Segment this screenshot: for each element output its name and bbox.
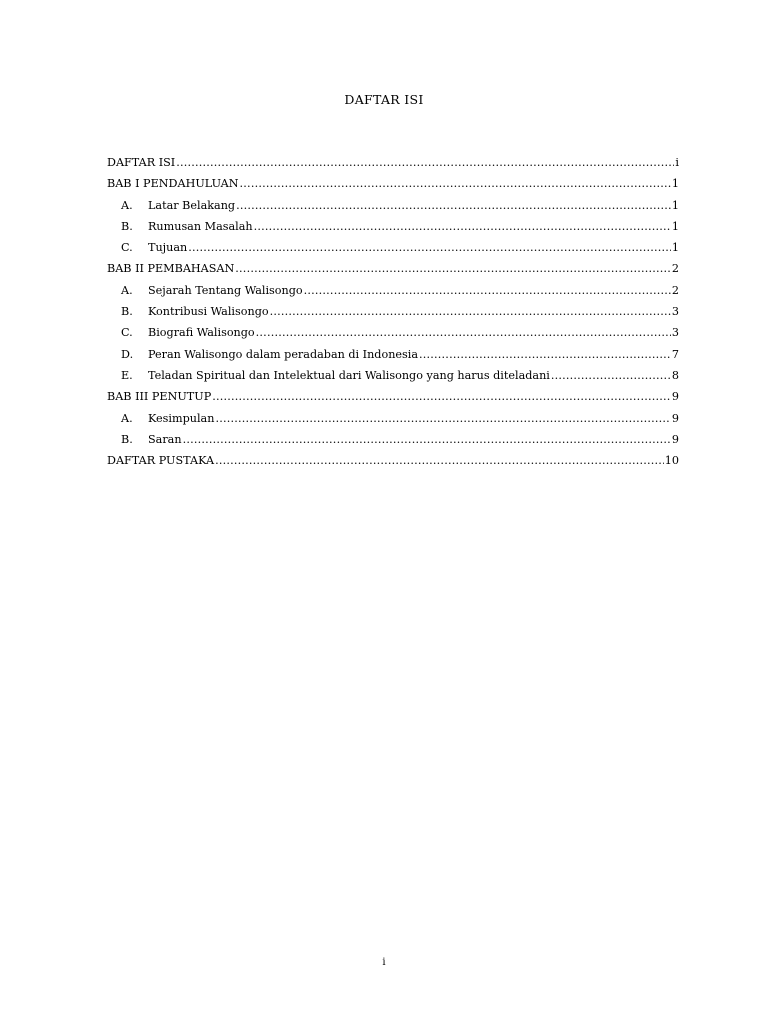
toc-entry-page: 7 <box>671 347 679 361</box>
toc-entry-letter: A. <box>121 411 133 425</box>
toc-entry-page: 3 <box>671 305 679 319</box>
toc-subentry[interactable] <box>107 433 679 454</box>
toc-entry[interactable] <box>107 177 679 198</box>
toc-dot-leader <box>551 369 671 382</box>
toc-entry-page: 9 <box>671 432 679 446</box>
toc-entry-page: 3 <box>671 326 679 340</box>
toc-entry[interactable] <box>107 262 679 283</box>
toc-dot-leader <box>240 177 671 190</box>
toc-entry-label: Tujuan <box>148 241 188 255</box>
toc-subentry[interactable] <box>107 284 679 305</box>
table-of-contents <box>107 156 679 475</box>
toc-entry-label: BAB II PEMBAHASAN <box>107 262 235 276</box>
toc-entry-page: 2 <box>671 283 679 297</box>
toc-subentry[interactable] <box>107 369 679 390</box>
toc-entry[interactable] <box>107 156 679 177</box>
toc-subentry[interactable] <box>107 326 679 347</box>
toc-entry-page: 9 <box>671 390 679 404</box>
toc-entry-label: Rumusan Masalah <box>148 219 253 233</box>
toc-entry-page: 1 <box>671 198 679 212</box>
toc-entry[interactable] <box>107 390 679 411</box>
toc-entry-letter: D. <box>121 347 134 361</box>
toc-subentry[interactable] <box>107 199 679 220</box>
toc-subentry[interactable] <box>107 348 679 369</box>
toc-entry-letter: E. <box>121 368 133 382</box>
toc-entry-label: Peran Walisongo dalam peradaban di Indonesia <box>148 347 419 361</box>
toc-entry-label: BAB I PENDAHULUAN <box>107 177 239 191</box>
toc-entry-page: 9 <box>671 411 679 425</box>
toc-entry-page: 8 <box>671 368 679 382</box>
toc-entry-label: Latar Belakang <box>148 198 236 212</box>
toc-entry-letter: B. <box>121 305 133 319</box>
toc-dot-leader <box>254 220 671 233</box>
toc-entry-page: 10 <box>664 454 679 468</box>
toc-dot-leader <box>188 241 671 254</box>
toc-entry-letter: B. <box>121 432 133 446</box>
toc-entry-page: 1 <box>671 177 679 191</box>
toc-dot-leader <box>176 156 674 169</box>
toc-entry[interactable] <box>107 454 679 475</box>
toc-entry-label: Teladan Spiritual dan Intelektual dari Walisongo yang harus diteladani <box>148 368 550 382</box>
toc-entry-page: i <box>675 156 679 169</box>
toc-dot-leader <box>270 305 671 318</box>
toc-dot-leader <box>212 390 671 403</box>
page-title: DAFTAR ISI <box>344 92 424 107</box>
toc-entry-letter: A. <box>121 198 133 212</box>
toc-subentry[interactable] <box>107 241 679 262</box>
toc-subentry[interactable] <box>107 305 679 326</box>
toc-dot-leader <box>419 348 671 361</box>
toc-dot-leader <box>256 326 671 339</box>
toc-entry-label: Saran <box>148 432 182 446</box>
toc-dot-leader <box>235 262 671 275</box>
toc-entry-label: BAB III PENUTUP <box>107 390 212 404</box>
toc-dot-leader <box>236 199 671 212</box>
toc-dot-leader <box>183 433 671 446</box>
toc-entry-page: 1 <box>671 241 679 255</box>
toc-dot-leader <box>215 454 664 467</box>
toc-entry-label: Kesimpulan <box>148 411 215 425</box>
toc-subentry[interactable] <box>107 412 679 433</box>
toc-entry-label: Sejarah Tentang Walisongo <box>148 283 303 297</box>
toc-entry-letter: A. <box>121 283 133 297</box>
page-number: i <box>382 957 386 968</box>
toc-entry-label: Biografi Walisongo <box>148 326 255 340</box>
toc-entry-page: 1 <box>671 219 679 233</box>
toc-entry-label: Kontribusi Walisongo <box>148 305 269 319</box>
toc-entry-label: DAFTAR PUSTAKA <box>107 454 215 468</box>
toc-subentry[interactable] <box>107 220 679 241</box>
toc-entry-page: 2 <box>671 262 679 276</box>
toc-dot-leader <box>304 284 671 297</box>
toc-entry-letter: C. <box>121 241 133 255</box>
toc-dot-leader <box>215 412 670 425</box>
toc-entry-label: DAFTAR ISI <box>107 156 176 169</box>
toc-entry-letter: B. <box>121 219 133 233</box>
toc-entry-letter: C. <box>121 326 133 340</box>
